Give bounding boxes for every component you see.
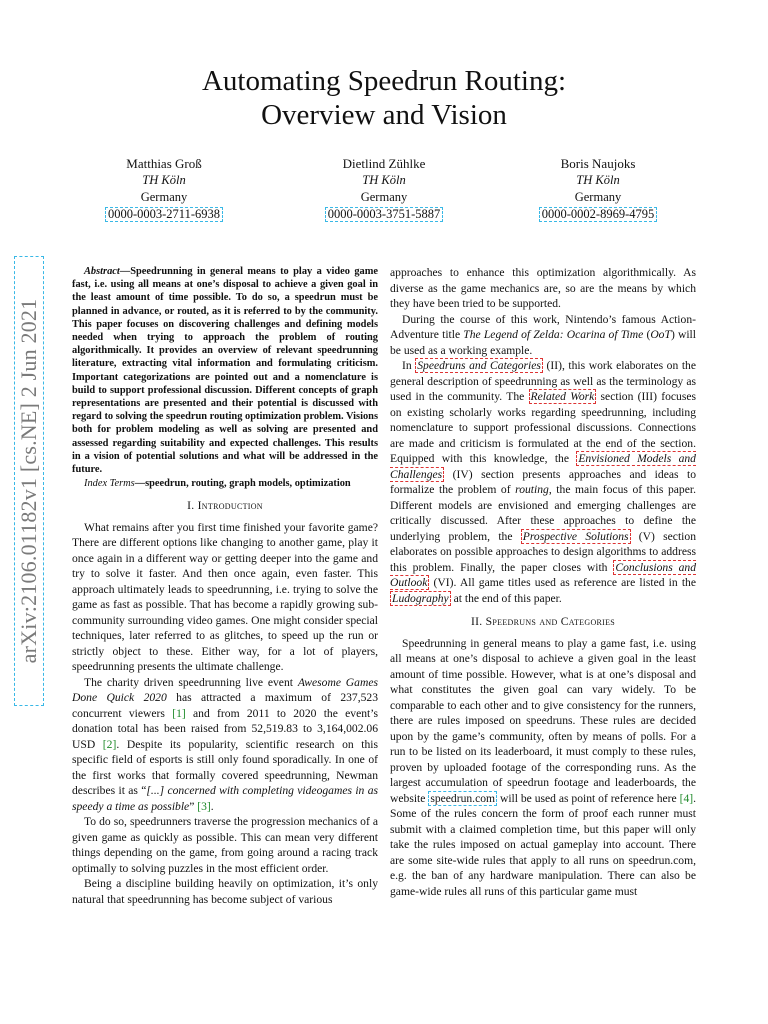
section-link[interactable]: Speedruns and Categories <box>417 359 541 372</box>
author-name: Boris Naujoks <box>560 156 636 171</box>
abstract-text: —Speedrunning in general means to play a video game fast, i.e. using all means at one’s disposal to achieve a given goal in the least amount of time possible. To do so, a speedrun must be planned in advance, or routed, as it is referred to by the community. This paper focuses on discovering challenges and defining models needed when trying to approach the problem of routing algorithmically. It provides an overview of relevant speedrunning literature, extracting vital information and formulating criticism. Important categorizations are pointed out and a nomenclature is build to support professional discussion. Different concepts of graph representations are presented and their potential is discussed with regard to solving the speedrun routing optimization problem. Visions both for problem modeling as well as solving are presented and assessed regarding suitability and expected challenges. This results in a vision of potential solutions and what will be addressed in the future. <box>72 266 378 476</box>
text-run: has attracted a maximum of 237,523 concurrent viewers <box>72 691 379 720</box>
text-run: ( <box>643 328 651 341</box>
citation-link[interactable]: [4] <box>679 791 694 805</box>
author-3 <box>508 155 688 223</box>
right-paragraph-1: approaches to enhance this optimization algorithmically. As diverse as the game mechanics are, so are the means by which they have been tried to be supported. <box>390 266 696 310</box>
event-name: Awesome Games Done Quick 2020 <box>72 675 378 705</box>
citation-link[interactable]: [2] <box>102 737 117 751</box>
right-paragraph-2 <box>390 312 696 359</box>
orcid-link[interactable]: 0000-0002-8969-4795 <box>539 207 658 222</box>
section-link[interactable]: Ludography <box>392 591 449 605</box>
index-terms-label: Index Terms <box>84 478 135 490</box>
text-run: section (III) focuses on existing scholarly works regarding speedrunning, including nomenclature to support professional discussions. Connections are made and criticism is formulated at the end of the section. Equipped with this knowledge, the <box>390 390 696 465</box>
orcid-link[interactable]: 0000-0003-2711-6938 <box>105 207 223 222</box>
citation-link[interactable]: [3] <box>197 799 211 813</box>
author-country: Germany <box>574 190 622 204</box>
author-affiliation: TH Köln <box>142 173 186 187</box>
author-affiliation: TH Köln <box>576 173 620 187</box>
game-title: The Legend of Zelda: Ocarina of Time <box>463 328 644 341</box>
text-run: ) will be used as a working example. <box>390 328 696 357</box>
text-run: . Some of the rules concern the form of proof each runner must submit with a claimed completion time, but this paper will only take the rules imposed on actual gameplay into account. There are some site-wide rules that apply to all runs on speedrun.com, e.g. the ban of any hardware manipulation. There can also be game-wide rules all runs of this particular game must <box>390 791 697 898</box>
left-column <box>72 265 378 907</box>
right-column <box>390 265 696 899</box>
text-run: and from 2011 to 2020 the event’s donation total has been raised from 52,519.83 to 3,164,002.06 USD <box>72 706 378 751</box>
section-link[interactable]: Prospective Solutions <box>522 529 629 543</box>
intro-paragraph-1: What remains after you first time finished your favorite game? There are different options like changing to another game, play it once again in a different way or getting deeper into the game and try to solve it faster. And then once again, even faster. This approach ultimately leads to speedrunning, i.e. trying to solve the game as fast as possible. That has become a rapidly growing sub-community surrounding video games. One might consider special techniques, later referred to as glitches, to speed up the run or strictly object to these. Either way, for a lot of players, speedrunning presents the ultimate challenge. <box>72 520 378 674</box>
text-run: . Despite its popularity, scientific research on this specific field of esports is still only found sporadically. In one of the first works that formally covered speedrunning, Newman describes it as “ <box>72 737 379 798</box>
arxiv-identifier-text: arXiv:2106.01182v1 [cs.NE] 2 Jun 2021 <box>16 298 41 664</box>
index-terms <box>72 477 378 490</box>
quote: [...] concerned with completing videogames in as speedy a time as possible <box>72 784 378 813</box>
text-run: (IV) section presents approaches and ideas to formalize the problem of <box>390 467 696 496</box>
section-heading-intro: I. Introduction <box>187 499 263 513</box>
text-run: (II), this work elaborates on the general description of speedrunning as well as the terminology as used in the community. The <box>390 359 696 403</box>
intro-paragraph-3: To do so, speedrunners traverse the progression mechanics of a given game as quickly as possible. This can mean very different things depending on the game, from going around a racing track optimally to solving puzzles in the most efficient order. <box>72 815 378 875</box>
arxiv-identifier[interactable] <box>14 256 44 706</box>
text-run: The charity driven speedrunning live event <box>84 675 298 689</box>
section-link[interactable]: Envisioned Models and Challenges <box>390 452 696 481</box>
abstract <box>72 265 378 476</box>
author-name: Dietlind Zühlke <box>342 156 426 171</box>
author-country: Germany <box>360 190 408 204</box>
text-run: , the main focus of this paper. Different models are envisioned and emerging challenges are critically discussed. After these approaches to define the underlying problem, the <box>390 483 696 543</box>
text-run: During the course of this work, Nintendo’s famous Action-Adventure title <box>390 312 696 341</box>
speedruns-paragraph-1 <box>390 636 696 900</box>
intro-paragraph-2 <box>72 675 378 815</box>
website-link[interactable]: speedrun.com <box>430 791 496 805</box>
section-link[interactable]: Conclusions and Outlook <box>390 560 696 589</box>
right-paragraph-3 <box>390 358 696 606</box>
title-line-2: Overview and Vision <box>261 99 507 131</box>
text-run: . <box>210 799 214 813</box>
intro-paragraph-4: Being a discipline building heavily on optimization, it’s only natural that speedrunning has become subject of various <box>72 877 378 906</box>
section-heading-speedruns: II. Speedruns and Categories <box>470 615 616 628</box>
author-name: Matthias Groß <box>126 156 202 171</box>
text-run: (V) section elaborates on possible approaches to design algorithms to address this problem. Finally, the paper closes with <box>390 529 696 574</box>
paper-title <box>70 64 698 132</box>
author-affiliation: TH Köln <box>362 173 406 187</box>
text-run: Speedrunning in general means to play a game fast, i.e. using all means at one’s disposal to achieve a given goal in the least amount of time possible. However, what is at one’s disposal and what constitutes the given goal can vary widely. To be comparable to each other and to give consistency for the runners, there are rules imposed on speedruns. These rules are decided upon by the game’s community, often by means of polls. For a run to be listed on its leaderboard, it must comply to these rules, proven by uploaded footage of the corresponding runs. As the largest accumulation of speedrun footage and leaderboards, the website <box>390 636 696 805</box>
text-run: will be used as point of reference here <box>497 791 680 805</box>
text-run: at the end of this paper. <box>450 591 562 605</box>
author-country: Germany <box>140 190 188 204</box>
text-run: In <box>402 359 416 372</box>
title-line-1: Automating Speedrun Routing: <box>201 65 567 97</box>
index-terms-text: —speedrun, routing, graph models, optimization <box>134 478 351 490</box>
author-1 <box>74 155 254 223</box>
citation-link[interactable]: [1] <box>172 706 186 720</box>
text-run: ” <box>189 799 198 813</box>
text-run: (VI). All game titles used as reference are listed in the <box>429 576 696 589</box>
abstract-label: Abstract <box>84 266 120 277</box>
author-2 <box>294 155 474 223</box>
emphasis: routing <box>515 483 549 496</box>
section-link[interactable]: Related Work <box>530 390 595 403</box>
orcid-link[interactable]: 0000-0003-3751-5887 <box>325 207 444 222</box>
game-abbreviation: OoT <box>650 328 671 341</box>
